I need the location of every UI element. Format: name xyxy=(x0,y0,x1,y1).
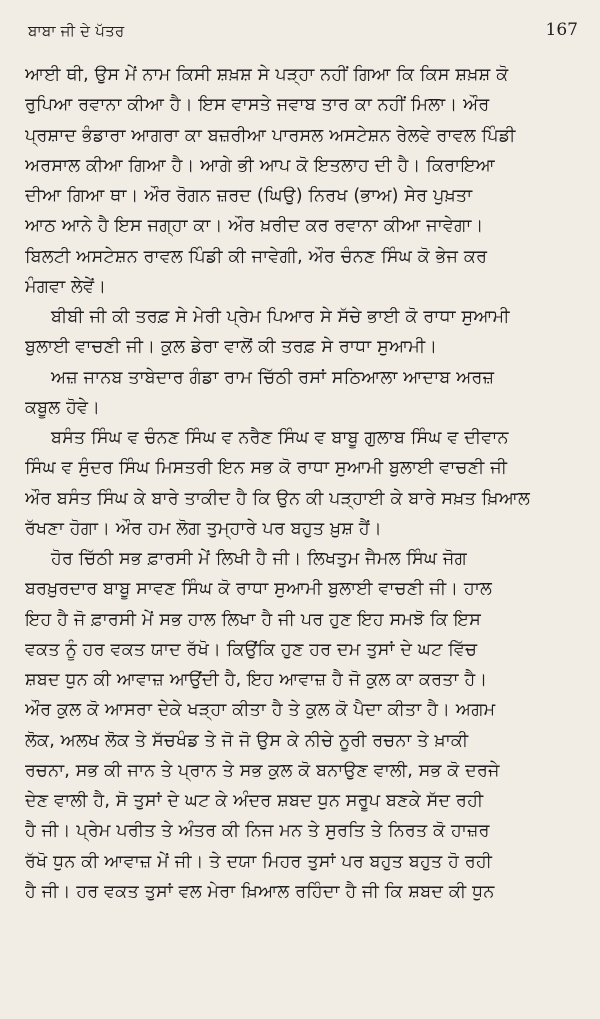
text-line: ਦੇਣ ਵਾਲੀ ਹੈ, ਸੋ ਤੁਸਾਂ ਦੇ ਘਟ ਕੇ ਅੰਦਰ ਸ਼ਬਦ ਧੁਨ ਸਰੂਪ ਬਣਕੇ ਸੱਦ ਰਹੀ xyxy=(25,791,484,811)
text-line: ਔਰ ਕੁਲ ਕੋ ਆਸਰਾ ਦੇਕੇ ਖੜ੍ਹਾ ਕੀਤਾ ਹੈ ਤੇ ਕੁਲ ਕੋ ਪੈਦਾ ਕੀਤਾ ਹੈ। ਅਗਮ xyxy=(25,700,496,721)
text-line: ਬੀਬੀ ਜੀ ਕੀ ਤਰਫ਼ ਸੇ ਮੇਰੀ ਪ੍ਰੇਮ ਪਿਆਰ ਸੇ ਸੱਚੇ ਭਾਈ ਕੋ ਰਾਧਾ ਸੁਆਮੀ xyxy=(51,307,510,327)
text-line: ਰਚਨਾ, ਸਭ ਕੀ ਜਾਨ ਤੇ ਪ੍ਰਾਨ ਤੇ ਸਭ ਕੁਲ ਕੋ ਬਨਾਉਣ ਵਾਲੀ, ਸਭ ਕੋ ਦਰਜੇ xyxy=(25,760,500,781)
text-line: ਹੋਰ ਚਿੱਠੀ ਸਭ ਫ਼ਾਰਸੀ ਮੇਂ ਲਿਖੀ ਹੈ ਜੀ। ਲਿਖਤੁਮ ਜੈਮਲ ਸਿੰਘ ਜੋਗ xyxy=(51,549,467,569)
text-line: ਦੀਆ ਗਿਆ ਥਾ। ਔਰ ਰੋਗਨ ਜ਼ਰਦ (ਘਿਉ) ਨਿਰਖ (ਭਾਅ) ਸੇਰ ਪੁਖ਼ਤਾ xyxy=(25,186,473,206)
text-line: ਇਹ ਹੈ ਜੋ ਫ਼ਾਰਸੀ ਮੇਂ ਸਭ ਹਾਲ ਲਿਖਾ ਹੈ ਜੀ ਪਰ ਹੁਣ ਇਹ ਸਮਝੋ ਕਿ ਇਸ xyxy=(25,609,481,630)
text-line: ਸਿੰਘ ਵ ਸੁੰਦਰ ਸਿੰਘ ਮਿਸਤਰੀ ਇਨ ਸਭ ਕੋ ਰਾਧਾ ਸੁਆਮੀ ਬੁਲਾਈ ਵਾਚਣੀ ਜੀ xyxy=(25,458,508,479)
text-line: ਅਜ਼ ਜਾਨਬ ਤਾਬੇਦਾਰ ਗੰਡਾ ਰਾਮ ਚਿੱਠੀ ਰਸਾਂ ਸਠਿਆਲਾ ਆਦਾਬ ਅਰਜ਼ xyxy=(51,367,495,388)
text-line: ਹੈ ਜੀ। ਪ੍ਰੇਮ ਪਰੀਤ ਤੇ ਅੰਤਰ ਕੀ ਨਿਜ ਮਨ ਤੇ ਸੁਰਤਿ ਤੇ ਨਿਰਤ ਕੋ ਹਾਜ਼ਰ xyxy=(25,821,490,842)
text-line: ਆਈ ਥੀ, ਉਸ ਮੇਂ ਨਾਮ ਕਿਸੀ ਸ਼ਖ਼ਸ਼ ਸੇ ਪੜ੍ਹਾ ਨਹੀਂ ਗਿਆ ਕਿ ਕਿਸ ਸ਼ਖ਼ਸ਼ ਕੋ xyxy=(25,65,509,85)
text-line: ਪ੍ਰਸ਼ਾਦ ਭੰਡਾਰਾ ਆਗਰਾ ਕਾ ਬਜ਼ਰੀਆ ਪਾਰਸਲ ਅਸਟੇਸ਼ਨ ਰੇਲਵੇ ਰਾਵਲ ਪਿੰਡੀ xyxy=(25,125,516,146)
text-line: ਬਿਲਟੀ ਅਸਟੇਸ਼ਨ ਰਾਵਲ ਪਿੰਡੀ ਕੀ ਜਾਵੇਗੀ, ਔਰ ਚੰਨਣ ਸਿੰਘ ਕੋ ਭੇਜ ਕਰ xyxy=(25,246,488,267)
text-line: ਅਰਸਾਲ ਕੀਆ ਗਿਆ ਹੈ। ਆਗੇ ਭੀ ਆਪ ਕੋ ਇਤਲਾਹ ਦੀ ਹੈ। ਕਿਰਾਇਆ xyxy=(25,155,495,176)
text-line: ਲੋਕ, ਅਲਖ ਲੋਕ ਤੇ ਸੱਚਖੰਡ ਤੇ ਜੋ ਜੋ ਉਸ ਕੇ ਨੀਚੇ ਨੂਰੀ ਰਚਨਾ ਤੇ ਖ਼ਾਕੀ xyxy=(25,730,469,751)
text-line: ਵਕਤ ਨੂੰ ਹਰ ਵਕਤ ਯਾਦ ਰੱਖੋ। ਕਿਉਂਕਿ ਹੁਣ ਹਰ ਦਮ ਤੁਸਾਂ ਦੇ ਘਟ ਵਿੱਚ xyxy=(25,639,478,660)
text-line: ਆਠ ਆਨੇ ਹੈ ਇਸ ਜਗ੍ਹਾ ਕਾ। ਔਰ ਖ਼ਰੀਦ ਕਰ ਰਵਾਨਾ ਕੀਆ ਜਾਵੇਗਾ। xyxy=(25,216,484,237)
text-line: ਰੱਖੋ ਧੁਨ ਕੀ ਆਵਾਜ਼ ਮੇਂ ਜੀ। ਤੇ ਦਯਾ ਮਿਹਰ ਤੁਸਾਂ ਪਰ ਬਹੁਤ ਬਹੁਤ ਹੋ ਰਹੀ xyxy=(25,851,493,872)
text-line: ਰੱਖਣਾ ਹੋਗਾ। ਔਰ ਹਮ ਲੋਗ ਤੁਮ੍ਹਾਰੇ ਪਰ ਬਹੁਤ ਖ਼ੁਸ਼ ਹੈਂ। xyxy=(25,518,382,539)
text-line: ਸ਼ਬਦ ਧੁਨ ਕੀ ਆਵਾਜ਼ ਆਉਂਦੀ ਹੈ, ਇਹ ਆਵਾਜ਼ ਹੈ ਜੋ ਕੁਲ ਕਾ ਕਰਤਾ ਹੈ। xyxy=(25,670,488,690)
page-number: 167 xyxy=(545,20,578,40)
text-line: ਰੁਪਿਆ ਰਵਾਨਾ ਕੀਆ ਹੈ। ਇਸ ਵਾਸਤੇ ਜਵਾਬ ਤਾਰ ਕਾ ਨਹੀਂ ਮਿਲਾ। ਔਰ xyxy=(25,95,490,116)
body-text xyxy=(25,60,582,907)
page-header xyxy=(28,14,578,40)
text-line: ਬੁਲਾਈ ਵਾਚਣੀ ਜੀ। ਕੁਲ ਡੇਰਾ ਵਾਲੋਂ ਕੀ ਤਰਫ਼ ਸੇ ਰਾਧਾ ਸੁਆਮੀ। xyxy=(25,337,438,358)
text-line: ਔਰ ਬਸੰਤ ਸਿੰਘ ਕੇ ਬਾਰੇ ਤਾਕੀਦ ਹੈ ਕਿ ਉਨ ਕੀ ਪੜ੍ਹਾਈ ਕੇ ਬਾਰੇ ਸਖ਼ਤ ਖ਼ਿਆਲ xyxy=(25,488,531,509)
text-line: ਬਰਖ਼ੁਰਦਾਰ ਬਾਬੂ ਸਾਵਣ ਸਿੰਘ ਕੋ ਰਾਧਾ ਸੁਆਮੀ ਬੁਲਾਈ ਵਾਚਣੀ ਜੀ। ਹਾਲ xyxy=(25,579,493,600)
text-line: ਬਸੰਤ ਸਿੰਘ ਵ ਚੰਨਣ ਸਿੰਘ ਵ ਨਰੈਣ ਸਿੰਘ ਵ ਬਾਬੂ ਗੁਲਾਬ ਸਿੰਘ ਵ ਦੀਵਾਨ xyxy=(51,428,509,448)
text-line: ਹੈ ਜੀ। ਹਰ ਵਕਤ ਤੁਸਾਂ ਵਲ ਮੇਰਾ ਖ਼ਿਆਲ ਰਹਿੰਦਾ ਹੈ ਜੀ ਕਿ ਸ਼ਬਦ ਕੀ ਧੁਨ xyxy=(25,881,495,902)
text-line: ਮੰਗਵਾ ਲੇਵੇਂ। xyxy=(25,276,107,297)
text-line: ਕਬੂਲ ਹੋਵੇ। xyxy=(25,397,101,418)
running-title: ਬਾਬਾ ਜੀ ਦੇ ਪੱਤਰ xyxy=(28,22,125,40)
